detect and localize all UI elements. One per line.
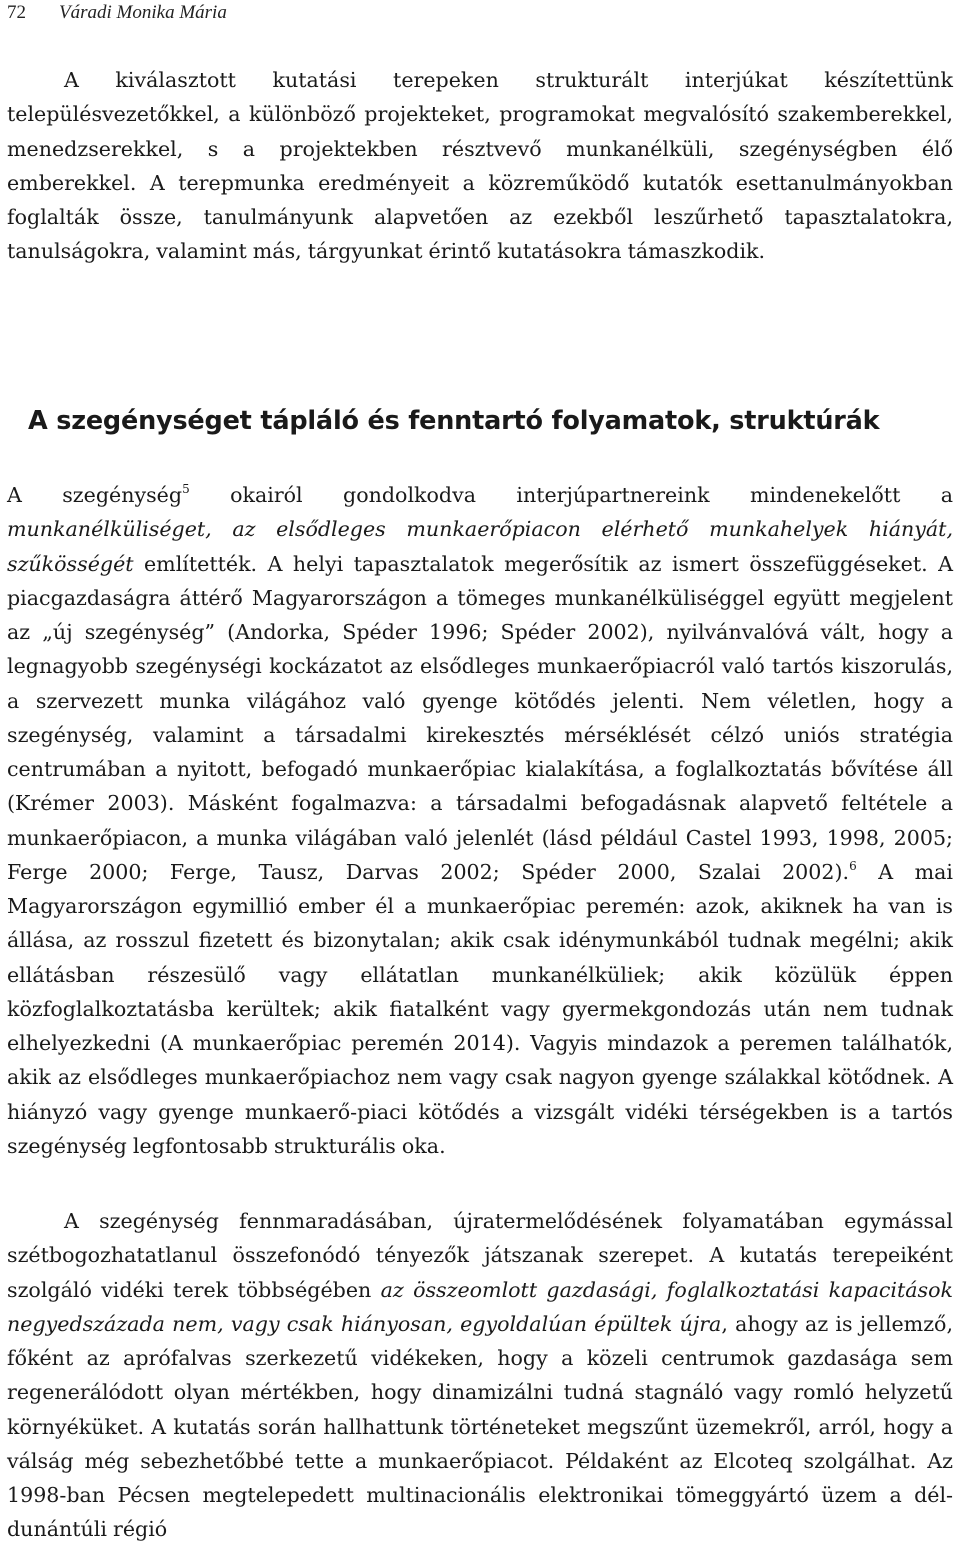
paragraph-text: , ahogy az is jellemző, főként az aprófalvas szerkezetű vidékeken, hogy a közeli centrumok gazdasága sem regenerálódott olyan mértékben, hogy dinamizálni tudná stagnáló vagy romló helyzetű környéküket. A kutatás során hallhattunk történeteket megszűnt üzemekről, arról, hogy a válság még sebezhetőbbé tette a munkaerőpiacot. Példaként az Elcoteq szolgálhat. Az 1998-ban Pécsen megtelepedett multinacionális elektronikai tömeggyártó üzem a dél-dunántúli régió [7,1311,953,1542]
emphasis-text: munkanélküliséget, az elsődleges munkaerőpiacon elérhető munkahelyek hiányát, szűkösségét [7,517,953,576]
emphasis-text: az összeomlott gazdasági, foglalkoztatási kapacitások negyedszázada nem, vagy csak hiányosan, egyoldalúan épültek újra [7,1277,954,1336]
body-paragraph-intro [7,63,953,269]
paragraph-text: említették. A helyi tapasztalatok megerősítik az ismert összefüggéseket. A piacgazdaságra áttérő Magyarországon a tömeges munkanélküliséggel együtt megjelent az „új szegénység” (Andorka, Spéder 1996; Spéder 2002), nyilvánvalóvá vált, hogy a legnagyobb szegénységi kockázatot az elsődleges munkaerőpiacról való tartós kiszorulás, a szervezett munka világához való gyenge kötődés jelenti. Nem véletlen, hogy a szegénység, valamint a társadalmi kirekesztés mérséklését célzó uniós stratégia centrumában a nyitott, befogadó munkaerőpiac kialakítása, a foglalkoztatás bővítése áll (Krémer 2003). Másként fogalmazva: a társadalmi befogadásnak alapvető feltétele a munkaerőpiacon, a munka világában való jelenlét (lásd például Castel 1993, 1998, 2005; Ferge 2000; Ferge, Tausz, Darvas 2002; Spéder 2000, Szalai 2002). [7,551,953,884]
footnote-ref-6[interactable]: 6 [849,858,857,873]
running-head [7,2,227,24]
paragraph-lead: A szegénység [7,483,183,507]
running-head-author: Váradi Monika Mária [59,2,227,23]
paragraph-text: okairól gondolkodva interjúpartnereink mindenekelőtt a [189,483,953,507]
footnote-ref-5[interactable]: 5 [182,482,190,496]
body-paragraph-persistence [7,1204,953,1547]
paragraph-text: A mai Magyarországon egymillió ember él a munkaerőpiac peremén: azok, akiknek ha van is állása, az rosszul fizetett és bizonytalan; akik csak idénymunkából tudnak megélni; akik ellátásban részesülő vagy ellátatlan munkanélküliek; akik közülük éppen közfoglalkoztatásba kerültek; akik fiatalként vagy gyermekgondozás után nem tudnak elhelyezkedni (A munkaerőpiac peremén 2014). Vagyis mindazok a peremen találhatók, akik az elsődleges munkaerőpiachoz nem vagy csak nagyon gyenge szálakkal kötődnek. A hiányzó vagy gyenge munkaerő-piaci kötődés a vizsgált vidéki térségekben is a tartós szegénység legfontosabb strukturális oka. [7,859,953,1158]
page-number: 72 [7,2,26,23]
paragraph-text: A szegénység fennmaradásában, újratermelődésének folyamatában egymással szétbogozhatatlanul összefonódó tényezők játszanak szerepet. A kutatás terepeiként szolgáló vidéki terek többségében [7,1209,953,1302]
body-paragraph-causes [7,478,953,1163]
paragraph-text: A kiválasztott kutatási terepeken strukturált interjúkat készítettünk településvezetőkkel, a különböző projekteket, programokat megvalósító szakemberekkel, menedzserekkel, s a projektekben résztvevő munkanélküli, szegénységben élő emberekkel. A terepmunka eredményeit a közreműködő kutatók esettanulmányokban foglalták össze, tanulmányunk alapvetően az ezekből leszűrhető tapasztalatokra, tanulságokra, valamint más, tárgyunkat érintő kutatásokra támaszkodik. [7,68,953,264]
section-heading: A szegénységet tápláló és fenntartó folyamatok, struktúrák [28,406,880,436]
